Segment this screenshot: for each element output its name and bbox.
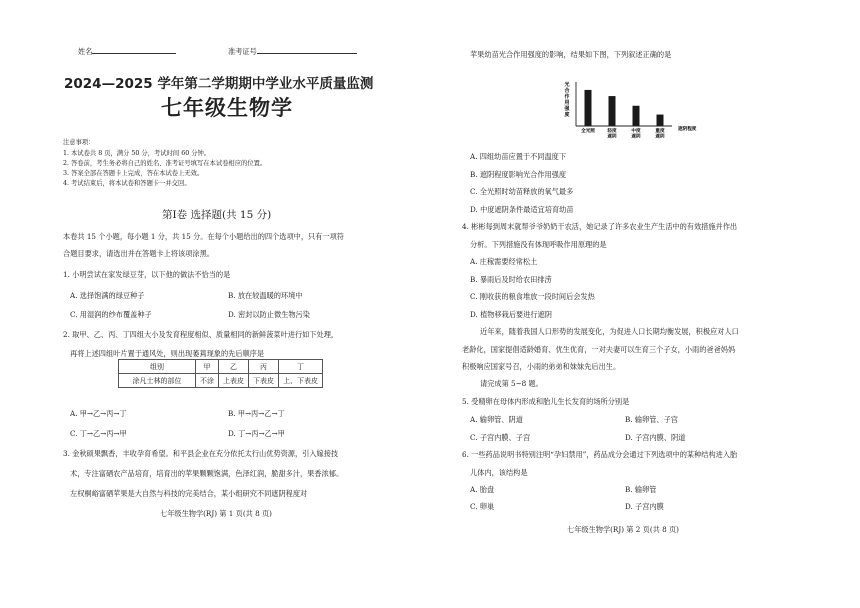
q4-option-b[interactable]: B. 暴雨后及时给农田排涝 <box>470 275 552 284</box>
footer-right: 七年级生物学(RJ) 第 2 页(共 8 页) <box>567 525 679 534</box>
table-cell: 上表皮 <box>219 374 249 388</box>
chart-tick-text: 全光照 <box>581 129 595 134</box>
table-cell: 组别 <box>119 360 196 374</box>
chart-ylabel-char: 作 <box>564 94 570 100</box>
section-intro: 合题目要求，请选出并在答题卡上将该项涂黑。 <box>63 249 214 258</box>
q2-option-b[interactable]: B. 甲→丙→乙→丁 <box>228 409 285 418</box>
q3-stem: 苹果幼苗光合作用强度的影响，结果如下图，下列叙述正确的是 <box>470 50 672 59</box>
q3-stem: 左权桐峪富硒苹果是大自然与科技的完美结合，某小组研究不同遮阴程度对 <box>70 489 308 498</box>
q3-option-b[interactable]: B. 遮阴程度影响光合作用强度 <box>470 170 567 179</box>
name-field[interactable] <box>92 46 176 54</box>
chart-tick-text: 中度 <box>631 129 641 134</box>
chart-ylabel-char: 度 <box>564 112 570 118</box>
chart-ylabel-char: 光 <box>564 82 570 88</box>
q4-stem: 分析。下列措施没有体现呼吸作用原理的是 <box>470 240 607 249</box>
notes-item: 4. 考试结束后，将本试卷和答题卡一并交回。 <box>63 180 191 187</box>
q4-option-a[interactable]: A. 庄稼需要经常松土 <box>470 257 538 266</box>
table-cell: 下表皮 <box>249 374 279 388</box>
subject-title: 七年级生物学 <box>161 96 293 120</box>
chart-bar <box>585 90 592 126</box>
chart-bar <box>633 106 640 126</box>
q3-option-a[interactable]: A. 四组幼苗应置于不同温度下 <box>470 152 567 161</box>
q2-table <box>118 359 323 388</box>
q6-option-c[interactable]: C. 卵巢 <box>470 502 495 511</box>
exam-title: 2024—2025 学年第二学期期中学业水平质量监测 <box>64 76 374 92</box>
chart-tick-text: 轻度 <box>607 129 617 134</box>
q1-option-c[interactable]: C. 用湿润的纱布覆盖种子 <box>70 310 152 319</box>
table-row <box>119 360 323 374</box>
q3-option-d[interactable]: D. 中度遮阴条件最适宜培育幼苗 <box>470 205 574 214</box>
chart-ylabel-char: 用 <box>564 100 570 106</box>
chart-ylabel <box>563 81 570 118</box>
chart-tick-text: 重度 <box>655 129 665 134</box>
table-cell: 乙 <box>219 360 249 374</box>
q6-stem: 儿体内，该结构是 <box>470 468 528 477</box>
table-cell: 甲 <box>196 360 219 374</box>
q1-option-d[interactable]: D. 密封以防止微生物污染 <box>228 310 310 319</box>
q4-stem: 4. 彬彬每到周末就帮爷爷奶奶干农活，她记录了许多农业生产生活中的有效措施并作出 <box>462 222 738 231</box>
passage-text: 近年来，随着我国人口形势的发展变化，为促进人口长期均衡发展，积极应对人口 <box>480 327 739 336</box>
q6-stem: 6. 一些药品说明书特别注明“孕妇禁用”，药品成分会通过下列选项中的某种结构进入胎 <box>462 450 738 459</box>
q6-option-b[interactable]: B. 输卵管 <box>625 485 657 494</box>
chart-tick-label <box>655 127 665 140</box>
notes-item: 3. 答案全部在答题卡上完成，答在本试卷上无效。 <box>63 170 204 177</box>
q2-option-a[interactable]: A. 甲→乙→丙→丁 <box>70 409 127 418</box>
chart-ylabel-char: 合 <box>564 88 570 94</box>
section-title: 第Ⅰ卷 选择题(共 15 分) <box>162 209 272 221</box>
chart-tick-text: 遮阴 <box>607 134 617 140</box>
chart-bar <box>657 115 664 126</box>
q6-option-d[interactable]: D. 子宫内膜 <box>625 502 664 511</box>
passage-text: 积极响应国家号召，小雨的弟弟和妹妹先后出生。 <box>462 362 621 371</box>
chart-tick-text: 遮阴 <box>631 134 641 140</box>
q5-option-c[interactable]: C. 子宫内膜、子宫 <box>470 433 531 442</box>
chart-tick-label <box>581 127 595 134</box>
q5-option-d[interactable]: D. 子宫内膜、阴道 <box>625 433 686 442</box>
q4-option-c[interactable]: C. 刚收获的粮食堆放一段时间后会发热 <box>470 292 595 301</box>
passage-prompt: 请完成第 5~8 题。 <box>480 379 543 388</box>
table-cell: 丁 <box>279 360 323 374</box>
chart-tick-text: 遮阴 <box>655 134 665 140</box>
chart-bar <box>609 96 616 126</box>
footer-left: 七年级生物学(RJ) 第 1 页(共 8 页) <box>160 509 272 518</box>
q3-option-c[interactable]: C. 全光照时幼苗释放的氧气最多 <box>470 187 574 196</box>
q5-option-b[interactable]: B. 输卵管、子宫 <box>625 415 678 424</box>
chart-ylabel-char: 强 <box>564 106 570 112</box>
q2-option-d[interactable]: D. 丁→丙→乙→甲 <box>228 429 285 438</box>
q2-stem: 再将上述四组叶片置于通风处，则出现萎蔫现象的先后顺序是 <box>70 349 265 358</box>
table-cell: 不涂 <box>196 374 219 388</box>
chart-tick-label <box>631 127 641 140</box>
table-cell: 上、下表皮 <box>279 374 323 388</box>
q3-stem: 术，专注富硒农产品培育，培育出的苹果颗颗饱满，色泽红润，脆甜多汁，果香浓郁。 <box>70 469 344 478</box>
shade-photosynthesis-chart <box>560 78 710 142</box>
chart-xlabel: 遮阴程度 <box>678 127 697 132</box>
name-label: 姓名 <box>78 46 176 55</box>
notes-item: 2. 答卷前，考生务必将自己的姓名、准考证号填写在本试卷相应的位置。 <box>63 160 267 167</box>
q2-option-c[interactable]: C. 丁→乙→丙→甲 <box>70 429 127 438</box>
q5-option-a[interactable]: A. 输卵管、阴道 <box>470 415 523 424</box>
q2-stem: 2. 取甲、乙、丙、丁四组大小及发育程度相似、质量相同的新鲜菠菜叶进行如下处理， <box>63 330 339 339</box>
table-cell: 丙 <box>249 360 279 374</box>
q4-option-d[interactable]: D. 植物移栽后要进行遮阴 <box>470 310 552 319</box>
q5-stem: 5. 受精卵在母体内形成和胎儿生长发育的场所分别是 <box>462 397 630 406</box>
notes-heading: 注意事项： <box>63 139 95 146</box>
chart-tick-label <box>606 127 617 140</box>
notes-item: 1. 本试卷共 8 页，满分 50 分，考试时间 60 分钟。 <box>63 150 211 157</box>
passage-text: 老龄化，国家提倡适龄婚育、优生优育，一对夫妻可以生育三个子女，小雨的爸爸妈妈 <box>462 345 736 354</box>
section-intro: 本卷共 15 个小题，每小题 1 分，共 15 分。在每个小题给出的四个选项中，只有一项符 <box>63 232 344 241</box>
ticket-label: 准考证号 <box>228 46 357 55</box>
table-cell: 涂凡士林的部位 <box>119 374 196 388</box>
q6-option-a[interactable]: A. 胎盘 <box>470 485 495 494</box>
table-row <box>119 374 323 388</box>
q3-stem: 3. 金秋硕果飘香，丰收孕育希望。和平县企业在充分依托太行山优势资源，引入嫁接技 <box>63 449 339 458</box>
q1-stem: 1. 小明尝试在家发绿豆芽，以下他的做法不恰当的是 <box>63 270 231 279</box>
q1-option-b[interactable]: B. 放在较温暖的环境中 <box>228 291 303 300</box>
q1-option-a[interactable]: A. 选择饱满的绿豆种子 <box>70 291 145 300</box>
ticket-field[interactable] <box>257 46 357 54</box>
